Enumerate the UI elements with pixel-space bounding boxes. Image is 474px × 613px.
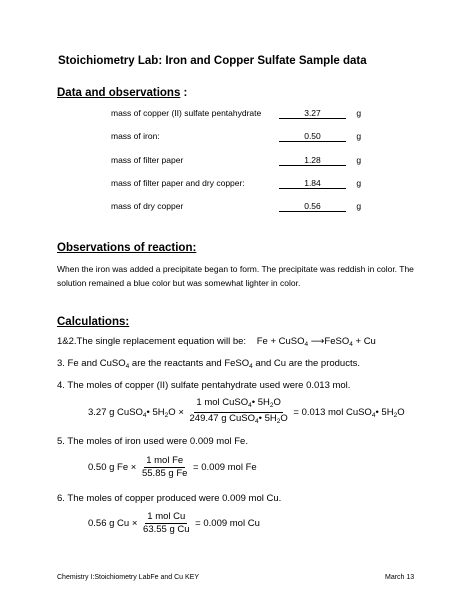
measurement-value-dry-copper: [279, 201, 361, 212]
value-blank: 1.84: [279, 178, 346, 189]
subscript: 4: [249, 363, 253, 370]
subscript: 4: [125, 363, 130, 370]
product-cu: Cu: [363, 336, 376, 347]
footer-right: March 13: [385, 574, 415, 581]
measurement-label-iron: mass of iron:: [111, 131, 160, 141]
fraction-denominator: 63.55 g Cu: [143, 524, 190, 535]
unit-label: g: [356, 108, 362, 118]
measurement-value-iron: [279, 131, 361, 142]
times-sign: ×: [178, 407, 184, 419]
eq-rhs: = 0.009 mol Cu: [195, 518, 260, 530]
measurement-label-copper-sulfate: mass of copper (II) sulfate pentahydrate: [111, 108, 262, 118]
value-blank: 3.27: [279, 108, 346, 119]
equation-moles-copper: [88, 511, 260, 536]
eq-lhs: 0.56 g Cu: [88, 518, 130, 530]
eq-lhs: [88, 407, 176, 418]
formula-text: • 5H: [258, 413, 277, 424]
plus-sign: +: [270, 336, 276, 347]
subscript: 4: [349, 341, 353, 348]
data-heading-colon: :: [180, 87, 188, 99]
formula-text: 249.47 g CuSO: [189, 413, 256, 424]
text-part: and Cu are the products.: [252, 358, 360, 369]
eq-rhs: = 0.009 mol Fe: [193, 462, 257, 474]
value-blank: 0.56: [279, 201, 346, 212]
measurement-label-dry-copper: mass of dry copper: [111, 201, 184, 211]
conversion-fraction: [188, 397, 290, 428]
observations-text: When the iron was added a precipitate began to form. The precipitate was reddish in color. The solution remained a blue color but was somewhat lighter in color.: [57, 264, 414, 288]
calc-line-4: 4. The moles of copper (II) sulfate pentahydrate used were 0.013 mol.: [57, 380, 351, 391]
fraction-numerator: 1 mol Fe: [146, 455, 184, 466]
subscript: 4: [304, 341, 309, 348]
value-blank: 1.28: [279, 155, 346, 166]
eq-lhs: 0.50 g Fe: [88, 462, 129, 474]
plus-sign: +: [355, 336, 362, 347]
subscript: 2: [164, 412, 169, 420]
conversion-fraction: [140, 455, 189, 480]
formula-text: O: [280, 413, 288, 424]
measurement-label-paper-and-copper: mass of filter paper and dry copper:: [111, 178, 245, 188]
subscript: 4: [255, 418, 259, 425]
formula-text: O: [397, 407, 405, 419]
fraction-numerator: [194, 397, 283, 413]
subscript: 2: [393, 412, 398, 420]
formula-text: FeSO: [324, 336, 350, 347]
fraction-denominator: [188, 413, 290, 428]
measurement-label-filter-paper: mass of filter paper: [111, 155, 184, 165]
calculations-heading: Calculations:: [57, 316, 130, 328]
calc-line-3: [57, 358, 360, 370]
calc-line-5: 5. The moles of iron used were 0.009 mol Fe.: [57, 436, 248, 447]
measurement-value-copper-sulfate: [279, 108, 361, 119]
equation-moles-iron: [88, 455, 257, 480]
unit-label: g: [356, 178, 362, 188]
page-title: Stoichiometry Lab: Iron and Copper Sulfate Sample data: [58, 55, 367, 67]
eq-rhs: [293, 407, 404, 418]
measurement-value-paper-and-copper: [279, 178, 361, 189]
reactant-cuso4: [279, 336, 309, 347]
equation-intro: 1&2.The single replacement equation will be:: [57, 336, 247, 347]
value-blank: 0.50: [279, 131, 346, 142]
text-part: 3. Fe and CuSO: [57, 358, 126, 369]
formula-text: O: [168, 407, 176, 419]
fraction-denominator: 55.85 g Fe: [141, 468, 188, 479]
unit-label: g: [356, 131, 362, 141]
formula-text: • 5H: [146, 407, 165, 419]
times-sign: ×: [130, 462, 137, 474]
fraction-numerator: 1 mol Cu: [147, 511, 186, 522]
formula-text: CuSO: [278, 336, 305, 347]
subscript: 4: [248, 402, 252, 409]
text-part: are the reactants and FeSO: [129, 358, 250, 369]
formula-text: • 5H: [251, 397, 270, 408]
reaction-equation: [257, 336, 376, 347]
subscript: 2: [276, 418, 281, 425]
reaction-arrow-icon: ⟶: [310, 336, 325, 347]
data-heading-text: Data and observations: [57, 87, 181, 99]
times-sign: ×: [131, 518, 138, 530]
conversion-fraction: [141, 511, 191, 536]
formula-text: O: [273, 397, 281, 408]
footer-left: Chemistry I:Stoichiometry LabFe and Cu KEY: [57, 574, 200, 581]
formula-text: 1 mol CuSO: [196, 397, 249, 408]
calc-line-6: 6. The moles of copper produced were 0.009 mol Cu.: [57, 493, 282, 504]
observations-heading: Observations of reaction:: [57, 242, 197, 254]
product-feso4: [324, 336, 352, 347]
subscript: 4: [142, 412, 147, 420]
subscript: 4: [371, 412, 376, 420]
formula-text: = 0.013 mol CuSO: [293, 407, 372, 419]
unit-label: g: [356, 155, 362, 165]
data-section-heading: [57, 87, 187, 99]
formula-text: 3.27 g CuSO: [88, 407, 143, 419]
reactant-fe: Fe: [256, 336, 268, 347]
calc-line-1: [57, 336, 376, 348]
subscript: 2: [269, 402, 274, 409]
formula-text: • 5H: [375, 407, 394, 419]
equation-moles-copper-sulfate: [88, 397, 405, 428]
measurement-value-filter-paper: [279, 155, 361, 166]
unit-label: g: [356, 201, 362, 211]
